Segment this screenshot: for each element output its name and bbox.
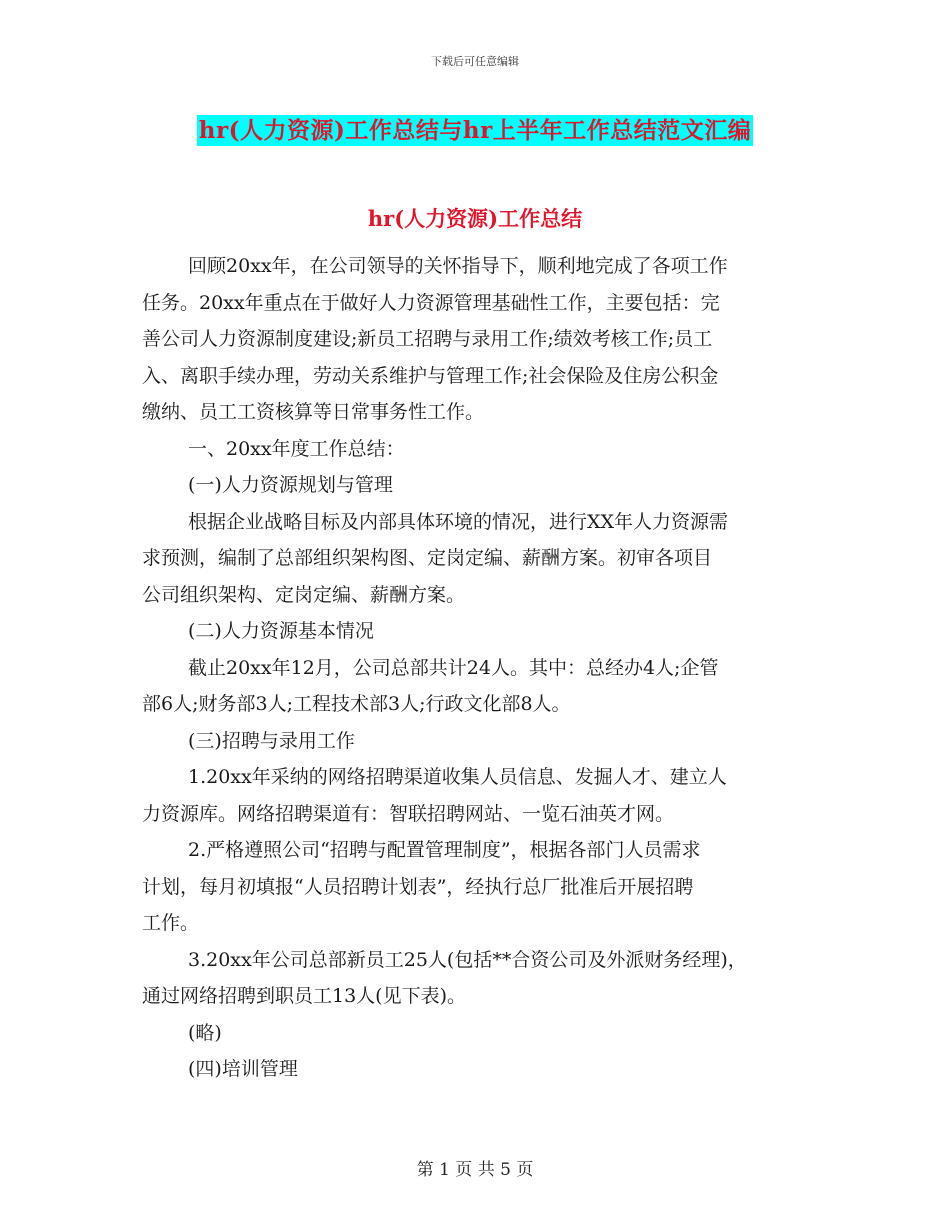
text-line: 公司组织架构、定岗定编、薪酬方案。	[142, 583, 466, 606]
text-line: (一)人力资源规划与管理	[188, 474, 393, 496]
text-line: 回顾20xx年，在公司领导的关怀指导下，顺利地完成了各项工作	[188, 255, 728, 277]
page-header-note: 下载后可任意编辑	[431, 55, 519, 68]
text-line: 根据企业战略目标及内部具体环境的情况，进行XX年人力资源需	[188, 510, 729, 533]
text-line: 计划，每月初填报“人员招聘计划表”，经执行总厂批准后开展招聘	[142, 875, 694, 898]
text-line: 缴纳、员工工资核算等日常事务性工作。	[142, 401, 485, 423]
page-footer: 第 1 页 共 5 页	[416, 1160, 534, 1180]
text-line: 部6人;财务部3人;工程技术部3人;行政文化部8人。	[142, 693, 571, 715]
text-line: 工作。	[142, 912, 200, 934]
text-line: 求预测，编制了总部组织架构图、定岗定编、薪酬方案。初审各项目	[142, 547, 713, 569]
text-line: 一、20xx年度工作总结：	[188, 437, 405, 460]
body-text	[142, 248, 810, 1088]
text-line: 力资源库。网络招聘渠道有：智联招聘网站、一览石油英才网。	[142, 802, 675, 825]
text-line: 3.20xx年公司总部新员工25人(包括**合资公司及外派财务经理)，	[188, 948, 747, 971]
text-line: 入、离职手续办理，劳动关系维护与管理工作;社会保险及住房公积金	[142, 364, 719, 387]
text-line: 1.20xx年采纳的网络招聘渠道收集人员信息、发掘人才、建立人	[188, 766, 727, 788]
text-line: 2.严格遵照公司“招聘与配置管理制度”，根据各部门人员需求	[188, 839, 701, 861]
section-title: hr(人力资源)工作总结	[367, 206, 583, 231]
text-line: (三)招聘与录用工作	[188, 729, 355, 752]
document-title	[0, 112, 950, 145]
text-line: 善公司人力资源制度建设;新员工招聘与录用工作;绩效考核工作;员工	[142, 328, 713, 350]
text-line: (略)	[188, 1021, 222, 1044]
text-line: 截止20xx年12月，公司总部共计24人。其中：总经办4人;企管	[188, 656, 719, 679]
text-line: (四)培训管理	[188, 1058, 298, 1080]
text-line: 任务。20xx年重点在于做好人力资源管理基础性工作，主要包括：完	[142, 291, 720, 314]
text-line: (二)人力资源基本情况	[188, 620, 374, 642]
text-line: 通过网络招聘到职员工13人(见下表)。	[142, 985, 467, 1007]
document-title-text: hr(人力资源)工作总结与hr上半年工作总结范文汇编	[198, 117, 752, 144]
